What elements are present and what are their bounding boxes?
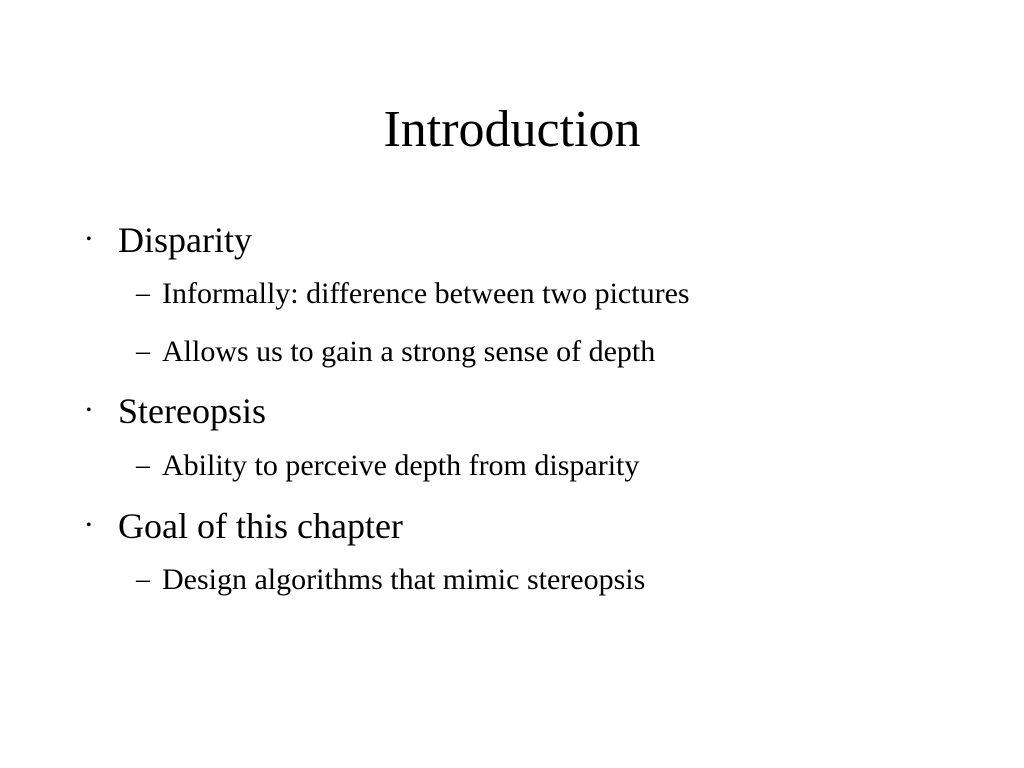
- sub-item-text: Informally: difference between two pictures: [162, 277, 690, 310]
- slide-title: Introduction: [383, 101, 641, 158]
- sub-item-text: Ability to perceive depth from disparity: [162, 449, 640, 482]
- dash-icon: –: [136, 450, 150, 481]
- dash-icon: –: [136, 278, 150, 309]
- bullet-text: Stereopsis: [118, 391, 266, 431]
- bullet-text: Goal of this chapter: [118, 506, 403, 546]
- bullet-text: Disparity: [118, 220, 252, 260]
- sub-item-text: Allows us to gain a strong sense of depth: [162, 335, 656, 368]
- bullet-icon: •: [86, 517, 92, 534]
- bullet-icon: •: [86, 231, 92, 248]
- dash-icon: –: [136, 336, 150, 367]
- bullet-icon: •: [86, 402, 92, 419]
- dash-icon: –: [136, 564, 150, 595]
- sub-item-text: Design algorithms that mimic stereopsis: [162, 563, 646, 596]
